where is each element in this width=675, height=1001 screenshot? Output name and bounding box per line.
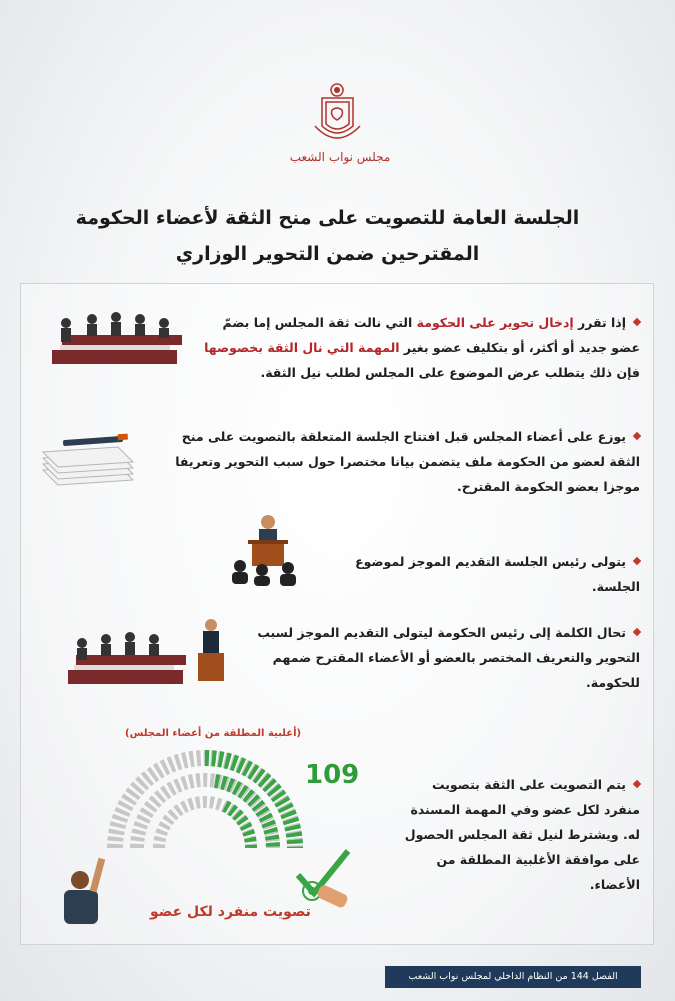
council-members-icon: [52, 305, 187, 375]
title-line-2: المقترحين ضمن التحوير الوزاري: [175, 243, 480, 265]
page-title: [40, 200, 615, 272]
list-item-4: تحال الكلمة إلى رئيس الحكومة ليتولى التقديم الموجز لسبب التحوير والتعريف المختصر بالعضو أو الأعضاء المقترح ضمهم للحكومة.: [257, 625, 640, 690]
logo-text: مجلس نواب الشعب: [289, 150, 391, 164]
bullet-icon: [633, 628, 641, 636]
raised-hand-voter-icon: [50, 852, 120, 927]
list-item-2: يوزع على أعضاء المجلس قبل افتتاح الجلسة المتعلقة بالتصويت على منح الثقة لعضو من الحكومة ملف يتضمن بيانا مختصرا حول سبب التحوير وتعريفا موجزا بعضو الحكومة المقترح.: [175, 429, 640, 494]
hemicycle-seats-icon: [105, 748, 305, 858]
title-line-1: الجلسة العامة للتصويت على منح الثقة لأعضاء الحكومة: [75, 207, 580, 229]
documents-icon: [38, 430, 138, 490]
list-item-5: يتم التصويت على الثقة بتصويت منفرد لكل عضو وفي المهمة المسندة له. ويشترط لنيل ثقة المجلس الحصول على موافقة الأغلبية المطلقة من الأعضاء.: [404, 777, 640, 892]
footer-reference: الفصل 144 من النظام الداخلي لمجلس نواب الشعب: [385, 966, 641, 988]
council-and-minister-icon: [68, 615, 228, 695]
bullet-icon: [633, 557, 641, 565]
check-vote-icon: [292, 845, 354, 910]
majority-number: 109: [305, 760, 360, 790]
list-item-3: يتولى رئيس الجلسة التقديم الموجز لموضوع الجلسة.: [355, 554, 640, 594]
vote-label: تصويت منفرد لكل عضو: [150, 904, 311, 920]
list-item-1: إذا تقرر إدخال تحوير على الحكومة التي نالت ثقة المجلس إما بضمّ عضو جديد أو أكثر، أو بتكليف عضو بغير المهمة التي نال الثقة بخصوصها فإن ذلك يتطلب عرض الموضوع على المجلس لطلب نيل الثقة.: [204, 315, 640, 380]
bullet-icon: [633, 318, 641, 326]
speaker-podium-icon: [228, 512, 308, 587]
bullet-icon: [633, 432, 641, 440]
majority-label: (أغلبية المطلقة من أعضاء المجلس): [125, 728, 302, 739]
bullet-icon: [633, 780, 641, 788]
